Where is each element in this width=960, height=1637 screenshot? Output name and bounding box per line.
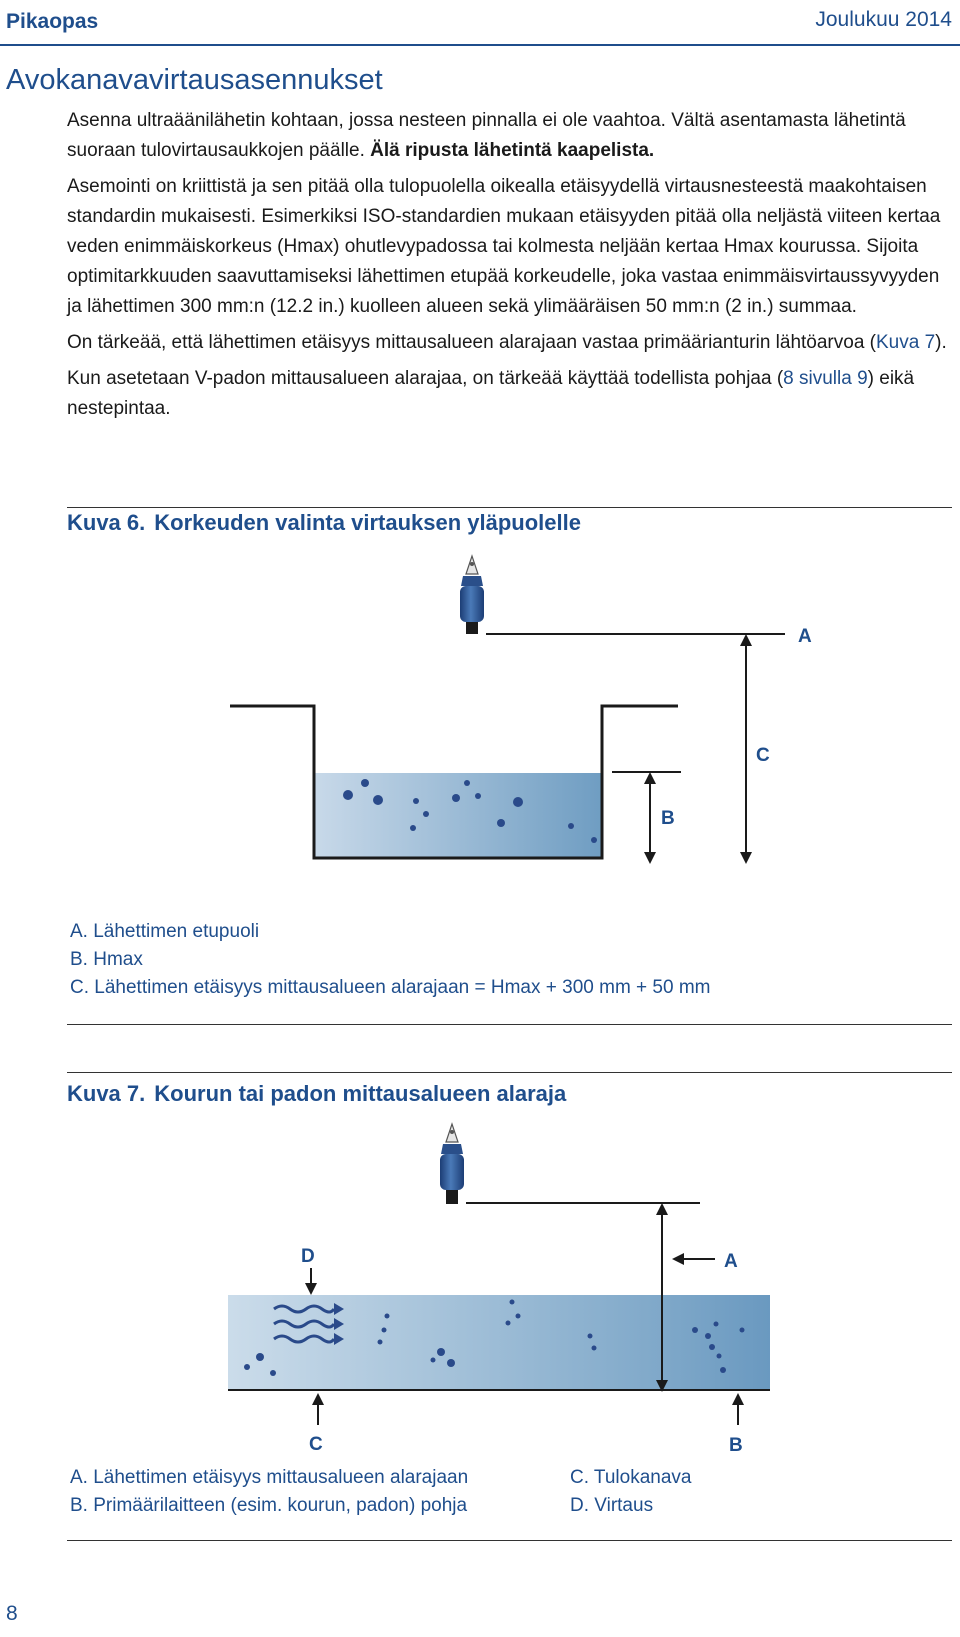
figure-6-diagram — [0, 550, 960, 895]
header-date: Joulukuu 2014 — [815, 8, 952, 31]
paragraph-4-text-b: ) eikä nestepintaa. — [67, 368, 915, 419]
figure-7-legend-left — [70, 1464, 468, 1520]
figure-6-bottom-rule — [67, 1024, 952, 1025]
figure-7-caption: Kourun tai padon mittausalueen alaraja — [154, 1081, 567, 1106]
transmitter-icon — [460, 556, 484, 634]
label-a: A — [724, 1251, 738, 1272]
header-doc-type: Pikaopas — [6, 10, 99, 33]
figure-7-legend-right — [570, 1464, 691, 1520]
label-c: C — [309, 1434, 323, 1455]
page-number: 8 — [6, 1602, 18, 1625]
label-d: D — [301, 1246, 315, 1267]
header-divider — [0, 44, 960, 46]
label-c: C — [756, 745, 770, 766]
figure-7-diagram — [0, 1120, 960, 1465]
body-text — [67, 106, 947, 430]
figure-6-caption: Korkeuden valinta virtauksen yläpuolelle — [154, 510, 581, 535]
legend-item-d: D. Virtaus — [570, 1495, 654, 1516]
legend-item-c: C. Tulokanava — [570, 1467, 692, 1488]
figure-6-legend — [70, 918, 711, 1002]
paragraph-3-text-a: On tärkeää, että lähettimen etäisyys mittausalueen alarajaan vastaa primäärianturin lähtöarvoa ( — [67, 332, 876, 353]
transmitter-icon — [440, 1124, 464, 1204]
figure-6-title — [67, 510, 581, 536]
page-9-link[interactable]: 8 sivulla 9 — [783, 368, 868, 389]
paragraph-4 — [67, 364, 947, 424]
section-title: Avokanavavirtausasennukset — [6, 64, 383, 96]
label-a: A — [798, 626, 812, 647]
figure-7-link[interactable]: Kuva 7 — [876, 332, 936, 353]
pointer-arrow-b — [732, 1393, 744, 1425]
legend-item-a: A. Lähettimen etäisyys mittausalueen alarajaan — [70, 1467, 469, 1488]
paragraph-1-warning: Älä ripusta lähetintä kaapelista. — [370, 140, 655, 161]
pointer-arrow-d — [305, 1268, 317, 1295]
figure-7-bottom-rule — [67, 1540, 952, 1541]
paragraph-4-text-a: Kun asetetaan V-padon mittausalueen alarajaa, on tärkeää käyttää todellista pohjaa ( — [67, 368, 784, 389]
paragraph-1-text: Asenna ultraäänilähetin kohtaan, jossa nesteen pinnalla ei ole vaahtoa. Vältä asentamasta lähetintä suoraan tulovirtausaukkojen päälle. — [67, 110, 906, 161]
figure-6-top-rule — [67, 507, 952, 508]
paragraph-1 — [67, 106, 947, 166]
pointer-arrow-a — [672, 1253, 715, 1265]
figure-7-number: Kuva 7. — [67, 1081, 146, 1106]
water-body — [314, 773, 602, 858]
dimension-arrow-c — [740, 634, 752, 864]
label-b: B — [729, 1435, 743, 1456]
label-b: B — [661, 808, 675, 829]
legend-item-a: A. Lähettimen etupuoli — [70, 921, 260, 942]
legend-item-b: B. Primäärilaitteen (esim. kourun, padon) pohja — [70, 1495, 468, 1516]
figure-6-number: Kuva 6. — [67, 510, 146, 535]
paragraph-2: Asemointi on kriittistä ja sen pitää olla tulopuolella oikealla etäisyydellä virtausnesteestä maakohtaisen standardin mukaisesti. Esimerkiksi ISO-standardien mukaan etäisyyden pitää olla neljästä viiteen kertaa veden enimmäiskorkeus (Hmax) ohutlevypadossa tai kolmesta neljään kertaa Hmax kourussa. Sijoita optimitarkkuuden saavuttamiseksi lähettimen etupää korkeudelle, joka vastaa enimmäisvirtaussyvyyden ja lähettimen 300 mm:n (12.2 in.) kuolleen alueen sekä ylimääräisen 50 mm:n (2 in.) summaa. — [67, 176, 941, 317]
paragraph-3 — [67, 328, 947, 358]
figure-7-title — [67, 1081, 566, 1107]
legend-item-c: C. Lähettimen etäisyys mittausalueen alarajaan = Hmax + 300 mm + 50 mm — [70, 977, 711, 998]
figure-7-top-rule — [67, 1072, 952, 1073]
paragraph-3-text-b: ). — [935, 332, 947, 353]
flow-arrowheads — [334, 1303, 344, 1345]
water-channel — [228, 1295, 770, 1390]
pointer-arrow-c — [312, 1393, 324, 1425]
legend-item-b: B. Hmax — [70, 949, 143, 970]
